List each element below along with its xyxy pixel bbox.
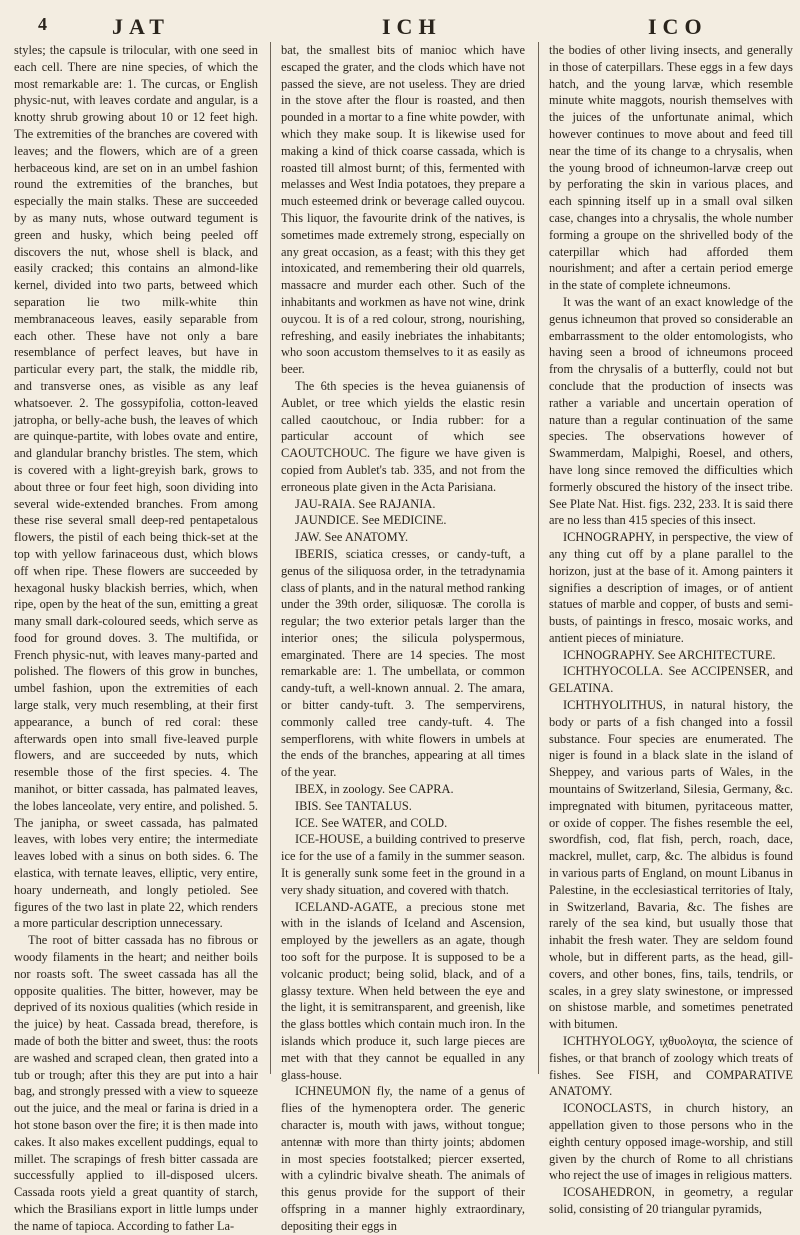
entry-ice-house: ICE-HOUSE, a building contrived to preserve ice for the use of a family in the summer season. It is generally sunk some feet in the ground in a very shady situation, and covered with thatch. <box>281 832 525 897</box>
entry-ichnography-see: ICHNOGRAPHY. See ARCHITECTURE. <box>563 647 776 662</box>
paragraph: bat, the smallest bits of manioc which have escaped the grater, and the clods which have not passed the sieve, are not useless. They are dried in the stove after the flour is roasted, and then pounded in a mortar to a fine white powder, with which they make soup. It is likewise used for making a kind of thick coarse cassada, which is roasted till almost burnt; of this, fermented with melasses and West India potatoes, they prepare a much esteemed drink or beverage called ouycou. This liquor, the favourite drink of the natives, is sometimes made extremely strong, especially on any great occasion, as a feast; with this they get intoxicated, and remembering their old quarrels, massacre and murder each other. Such of the inhabitants and workmen as have not wine, drink ouycou. It is of a red colour, strong, nourishing, refreshing, and easily inebriates the inhabitants; who soon accustom themselves to it as easily as beer. <box>281 43 525 377</box>
entry-ichnography: ICHNOGRAPHY, in perspective, the view of any thing cut off by a plane parallel to the horizon, just at the base of it. Among painters it signifies a description of images, or of antient statues of marble and copper, of busts and semi-busts, of paintings in fresco, mosaic works, and antient pieces of miniature. <box>549 530 793 645</box>
text-columns <box>14 42 794 1233</box>
column-divider <box>538 42 539 1074</box>
page-number: 4 <box>38 14 53 34</box>
entry-ibis: IBIS. See TANTALUS. <box>295 798 412 813</box>
paragraph: It was the want of an exact knowledge of the genus ichneumon that proved so considerable an embarrassment to the older entomologists, who having seen a brood of ichneumons proceed from the chrysalis of a butterfly, could not but conclude that the production of insects was rather a variable and uncertain operation of nature than a regular continuation of the same species. The observations however of Swammerdam, Malpighi, Roesel, and others, have long since removed the difficulties which formerly obscured the history of the insect tribe. See Plate Nat. Hist. figs. 232, 233. It is said there are no less than 415 species of this insect. <box>549 294 793 528</box>
column-3 <box>549 42 793 1216</box>
entry-iconoclasts: ICONOCLASTS, in church history, an appellation given to those persons who in the eighth century opposed image-worship, and still given by the church of Rome to all christians who reject the use of images in religious matters. <box>549 1101 793 1183</box>
entry-ichthyocolla: ICHTHYOCOLLA. See ACCIPENSER, and GELATINA. <box>549 664 793 696</box>
header-right-keyword: ICO <box>648 14 708 39</box>
entry-jaundice: JAUNDICE. See MEDICINE. <box>295 513 447 528</box>
header-center-keyword: ICH <box>382 14 442 39</box>
paragraph: The root of bitter cassada has no fibrous or woody filaments in the heart; and neither boils nor roasts soft. The sweet cassada has all the opposite qualities. The bitter, however, may be deprived of its noxious qualities (which reside in the juice) by heat. Cassada bread, therefore, is made of both the bitter and sweet, thus: the roots are washed and scraped clean, then grated into a tub or trough; after this they are put into a hair bag, and strongly pressed with a view to squeeze out the juice, and the meal or farina is dried in a hot stone bason over the fire; it is then made into cakes. It also makes excellent puddings, equal to millet. The scrapings of fresh bitter cassada are successfully applied to ill-disposed ulcers. Cassada roots yield a great quantity of starch, which the Brasilians export in little lumps under the name of tapioca. According to father La- <box>14 933 258 1233</box>
column-divider <box>270 42 271 1074</box>
column-2 <box>281 42 525 1233</box>
entry-icosahedron: ICOSAHEDRON, in geometry, a regular solid, consisting of 20 triangular pyramids, <box>549 1185 793 1216</box>
entry-ibex: IBEX, in zoology. See CAPRA. <box>295 782 454 797</box>
running-header <box>0 8 800 44</box>
column-1 <box>14 42 258 1233</box>
entry-ichneumon: ICHNEUMON fly, the name of a genus of flies of the hymenoptera order. The generic character is, mouth with jaws, without tongue; antennæ with more than thirty joints; abdomen in most species footstalked; piercer exserted, with a cylindric bivalve sheath. The animals of this genus provide for the support of their offspring in a manner highly extraordinary, depositing their eggs in <box>281 1084 525 1233</box>
entry-iceland-agate: ICELAND-AGATE, a precious stone met with in the islands of Iceland and Ascension, employed by the jewellers as an agate, though too soft for the purpose. It is supposed to be a volcanic product; being solid, black, and of a glassy texture. When held between the eye and the light, it is semitransparent, and greenish, like the glass bottles which contain much iron. In the islands which produce it, such large pieces are met with that they cannot be equalled in any glass-house. <box>281 899 525 1082</box>
entry-ichthyology: ICHTHYOLOGY, ιχθυολογια, the science of fishes, or that branch of zoology which treats of fishes. See FISH, and COMPARATIVE ANATOMY. <box>549 1034 793 1099</box>
header-left-keyword: JAT <box>112 14 170 39</box>
entry-ice: ICE. See WATER, and COLD. <box>295 815 448 830</box>
entry-jaw: JAW. See ANATOMY. <box>295 530 409 545</box>
paragraph: the bodies of other living insects, and generally in those of caterpillars. These eggs in a few days hatch, and the young larvæ, which resemble minute white maggots, nourish themselves with the juices of the unfortunate animal, which however continues to move about and feed till near the time of its change to a chrysalis, when the young brood of ichneumon-larvæ creep out by perforating the skin in various places, and each spinning itself up in a small oval silken case, changes into a chrysalis, the whole number forming a groupe on the shrivelled body of the caterpillar which had afforded them nourishment; and after a certain period emerge in the state of complete ichneumons. <box>549 43 793 293</box>
entry-ichthyolithus: ICHTHYOLITHUS, in natural history, the body or parts of a fish changed into a fossil substance. Four species are enumerated. The niger is found in a black slate in the island of Sheppey, and various parts of Wales, in the mountains of Switzerland, Silesia, Germany, &c. impregnated with bitumen, pyritaceous matter, or oxide of copper. The fishes resemble the eel, swordfish, cod, flat fish, perch, roach, dace, mackrel, mullet, carp, &c. The albidus is found in various parts of England, on mount Libanus in Palestine, in the ecclesiastical territories of Italy, in Switzerland, Bavaria, &c. The fishes are rarely of the sea kind, but usually those that inhabit the fresh water. They are seldom found whole, but in different parts, as the head, gill-covers, and other bones, fins, tails, tendrils, or scales, in a grey slaty swinestone, or impressed on shistose marble, and sometimes penetrated with bitumen. <box>549 698 793 1032</box>
entry-jau-raia: JAU-RAIA. See RAJANIA. <box>295 496 436 511</box>
paragraph: styles; the capsule is trilocular, with one seed in each cell. There are nine species, of which the most remarkable are: 1. The curcas, or English physic-nut, with leaves cordate and angular, is a knotty shrub growing about 10 or 12 feet high. The extremities of the branches are covered with leaves; and the flowers, which are of a green herbaceous kind, are set on in an umbel fashion round the extremities of the branches, but especially the main stalks. These are succeeded by as many nuts, whose outward tegument is green and husky, which being peeled off discovers the nut, whose shell is black, and easily cracked; this contains an almond-like kernel, divided into two parts, betweed which separation lie two milk-white thin membranaceous leaves, easily separable from each other. These have not only a bare resemblance of perfect leaves, but have in particular every part, the stalk, the middle rib, and transverse ones, as visible as any leaf whatsoever. 2. The gossypifolia, cotton-leaved jatropha, or belly-ache bush, the leaves of which are quinque-partite, with lobes ovate and entire, and glandular branchy bristles. The stem, which is covered with a light-greyish bark, grows to about three or four feet high, soon dividing into several wide-extended branches. From among these rise several small deep-red pentapetalous flowers, the pistil of each being thick-set at the top with yellow farinaceous dust, which blows off when ripe. These flowers are succeeded by hexagonal husky blackish berries, which, when ripe, open by the heat of the sun, emitting a great many small dark-coloured seeds, which serve as food for ground doves. 3. The multifida, or French physic-nut, with leaves many-parted and polished. The flowers of this grow in bunches, umbel fashion, upon the extremities of each large stalk, very much resembling, at their first appearance, a bunch of red coral: these afterwards open into small five-leaved purple flowers, and are succeeded by nuts, which resemble those of the first species. 4. The manihot, or bitter cassada, has palmated leaves, the lobes lanceolate, very entire, and polished. 5. The janipha, or sweet cassada, has palmated leaves, with lobes very entire; the intermediate leaves lobed with a sinus on both sides. 6. The elastica, with ternate leaves, elliptic, very entire, hoary underneath, and longly petioled. See figures of the two last in plate 22, which renders a more particular description unnecessary. <box>14 43 258 931</box>
entry-iberis: IBERIS, sciatica cresses, or candy-tuft, a genus of the siliquosa order, in the tetradynamia class of plants, and in the natural method ranking under the 39th order, siliquosæ. The corolla is regular; the two exterior petals larger than the interior ones; the silicula polyspermous, emarginated. There are 14 species. The most remarkable are: 1. The umbellata, or common candy-tuft, a well-known annual. 2. The amara, or bitter candy-tuft. 3. The sempervirens, commonly called tree candy-tuft. 4. The semperflorens, with white flowers in umbels at the ends of the branches, appearing at all times of the year. <box>281 546 525 780</box>
paragraph: The 6th species is the hevea guianensis of Aublet, or tree which yields the elastic resin called caoutchouc, or India rubber: for a particular account of which see CAOUTCHOUC. The figure we have given is copied from Aublet's tab. 335, and not from the erroneous plate given in the Acta Parisiana. <box>281 378 525 494</box>
